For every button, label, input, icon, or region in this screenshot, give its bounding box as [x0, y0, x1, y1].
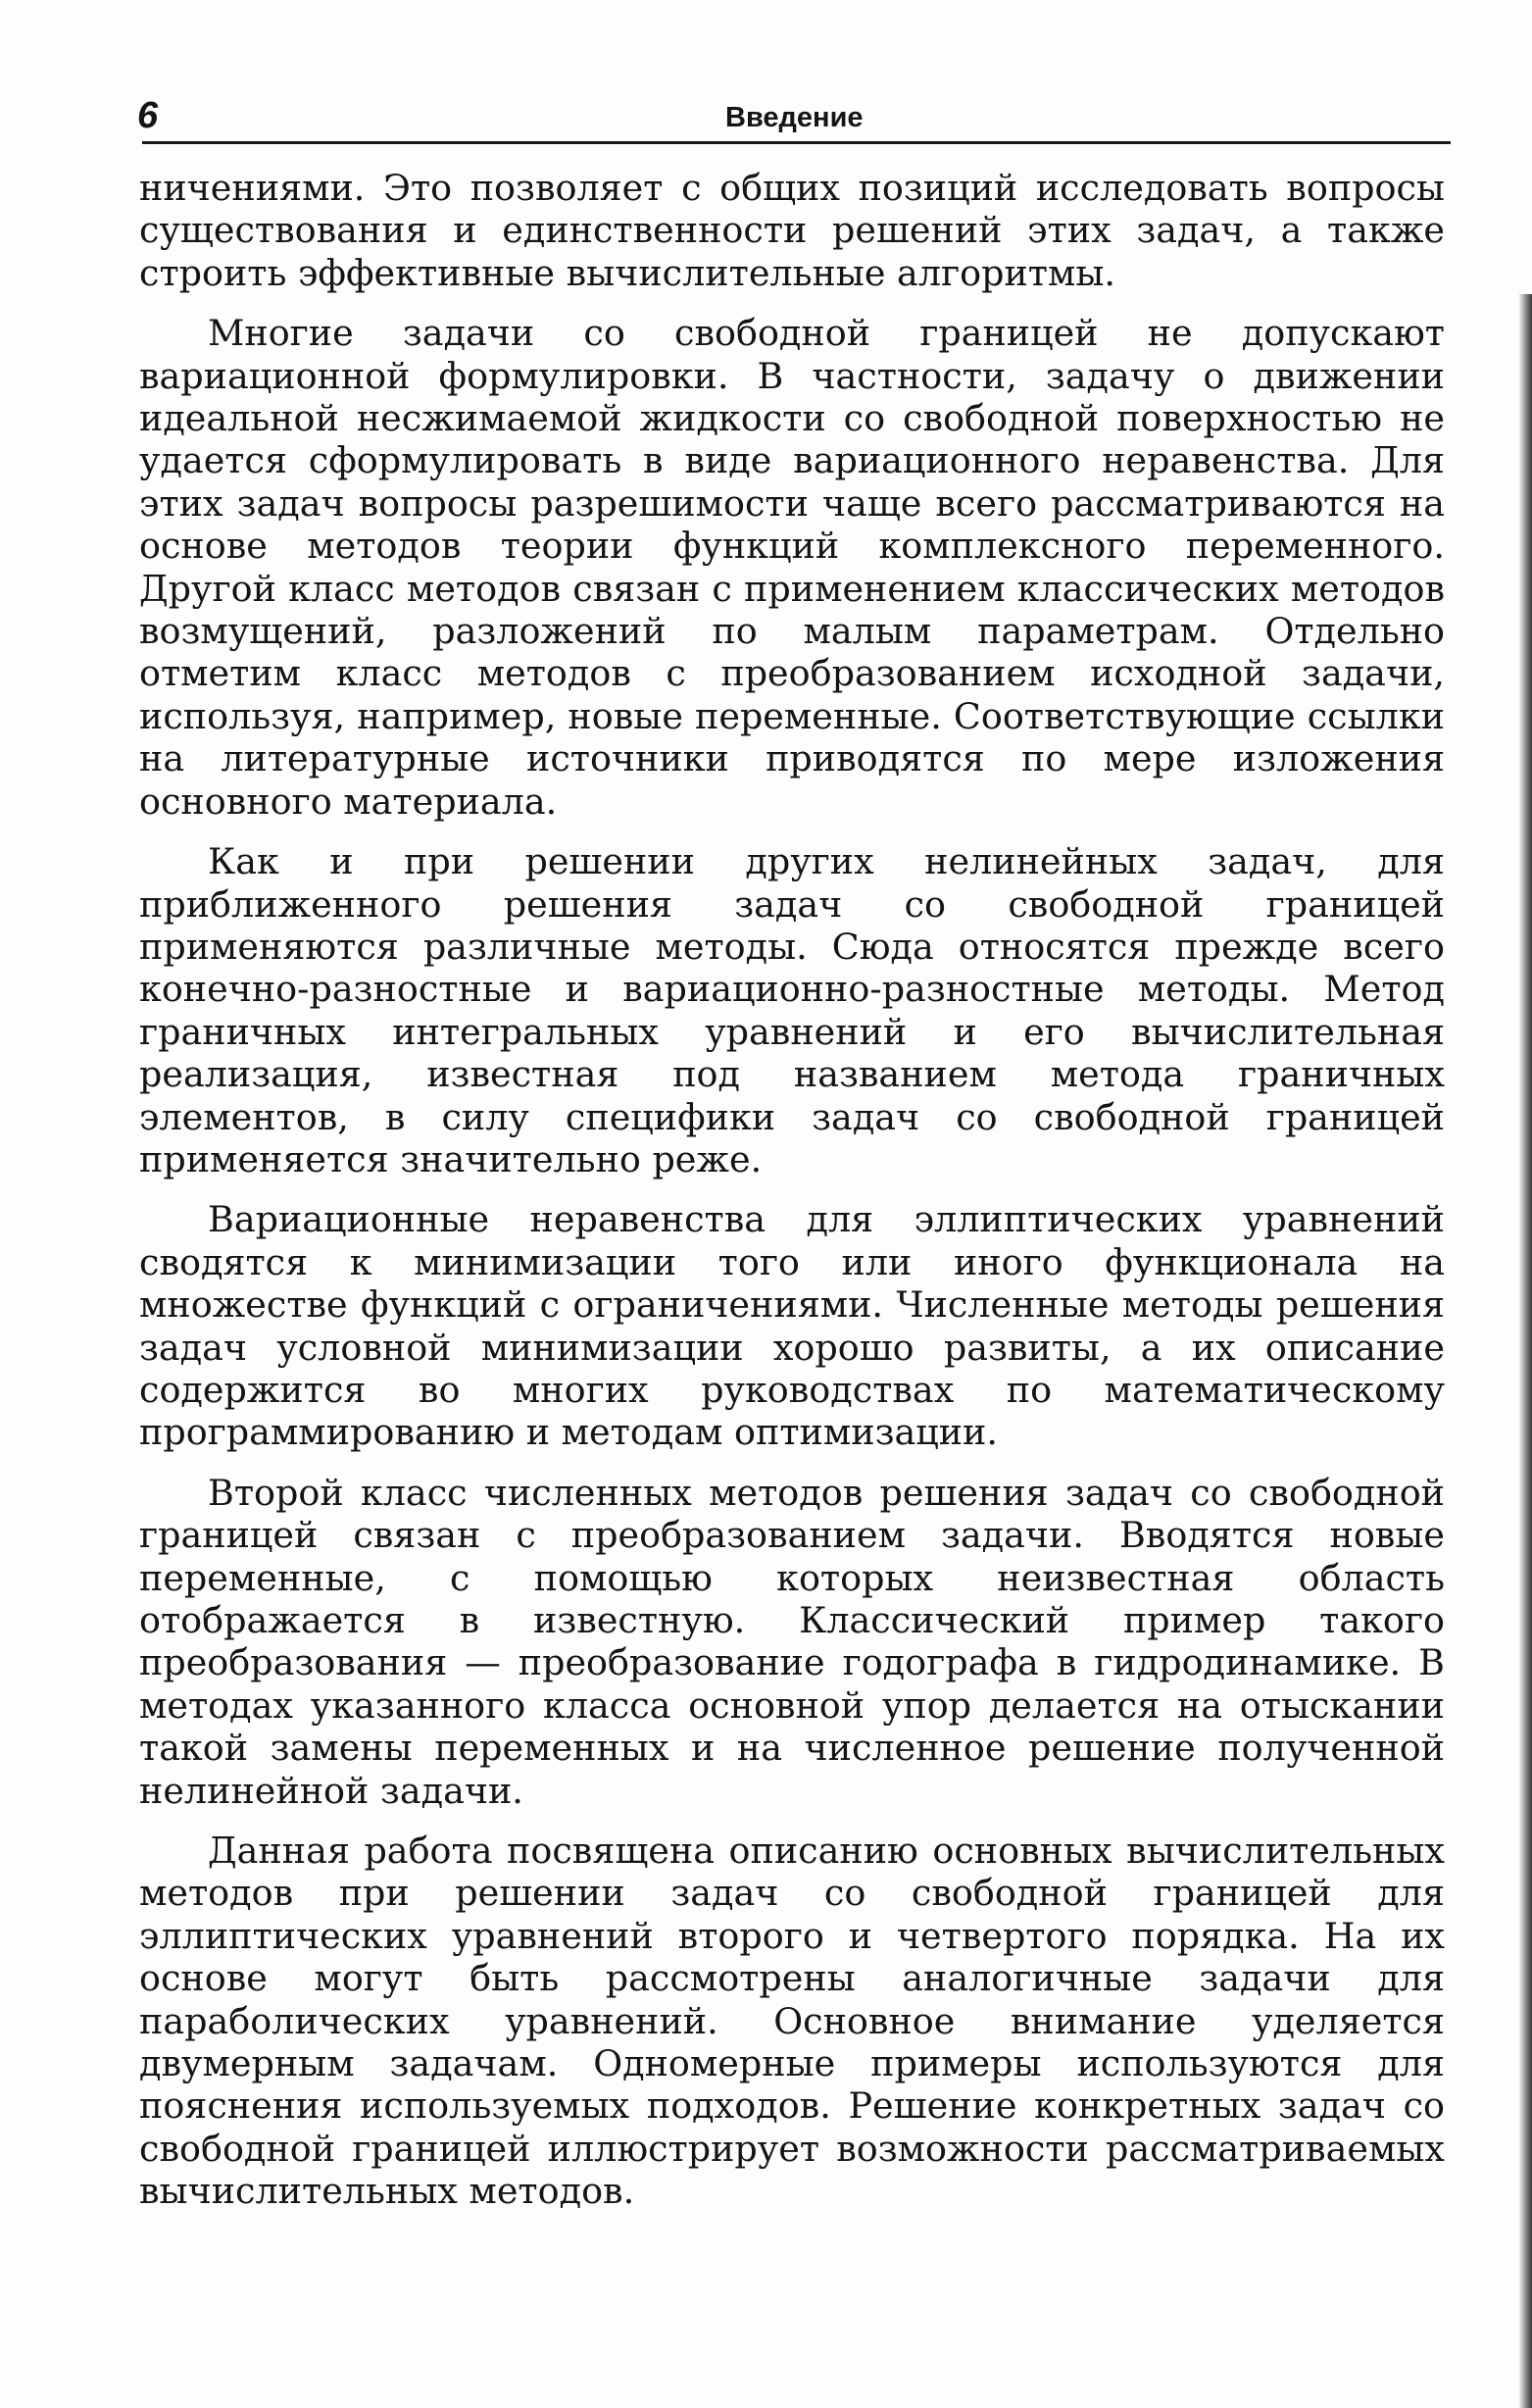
paragraph-approximate-methods: Как и при решении других нелинейных задач, для приближенного решения задач со свободной границей применяются различные методы. Сюда относятся прежде всего конечно-разностные и вариационно-разностные методы. Метод граничных интегральных уравнений и его вычислительная реализация, известная под названием метода граничных элементов, в силу специфики задач со свободной границей применяется значительно реже. — [139, 840, 1445, 1180]
page-edge-shadow — [1518, 294, 1532, 2408]
paragraph-variational-formulation: Многие задачи со свободной границей не допускают вариационной формулировки. В частности, задачу о движении идеальной несжимаемой жидкости со свободной поверхностью не удается сформулировать в виде вариационного неравенства. Для этих задач вопросы разрешимости чаще всего рассматриваются на основе методов теории функций комплексного переменного. Другой класс методов связан с применением классических методов возмущений, разложений по малым параметрам. Отдельно отметим класс методов с преобразованием исходной задачи, используя, например, новые переменные. Соответствующие ссылки на литературные источники приводятся по мере изложения основного материала. — [139, 312, 1445, 823]
running-head: Введение — [725, 102, 864, 133]
page-number: 6 — [137, 95, 159, 136]
paragraph-variational-inequalities: Вариационные неравенства для эллиптических уравнений сводятся к минимизации того или иного функционала на множестве функций с ограничениями. Численные методы решения задач условной минимизации хорошо развиты, а их описание содержится во многих руководствах по математическому программированию и методам оптимизации. — [139, 1198, 1445, 1454]
paragraph-transformation-methods: Второй класс численных методов решения задач со свободной границей связан с преобразованием задачи. Вводятся новые переменные, с помощью которых неизвестная область отображается в известную. Классический пример такого преобразования — преобразование годографа в гидродинамике. В методах указанного класса основной упор делается на отыскании такой замены переменных и на численное решение полученной нелинейной задачи. — [139, 1471, 1445, 1812]
paragraph-continuation: ничениями. Это позволяет с общих позиций исследовать вопросы существования и единственности решений этих задач, а также строить эффективные вычислительные алгоритмы. — [139, 167, 1445, 294]
page-header — [137, 94, 1446, 141]
header-rule — [142, 141, 1451, 144]
body-text — [139, 167, 1445, 2231]
paragraph-work-purpose: Данная работа посвящена описанию основных вычислительных методов при решении задач со свободной границей для эллиптических уравнений второго и четвертого порядка. На их основе могут быть рассмотрены аналогичные задачи для параболических уравнений. Основное внимание уделяется двумерным задачам. Одномерные примеры используются для пояснения используемых подходов. Решение конкретных задач со свободной границей иллюстрирует возможности рассматриваемых вычислительных методов. — [139, 1830, 1445, 2213]
